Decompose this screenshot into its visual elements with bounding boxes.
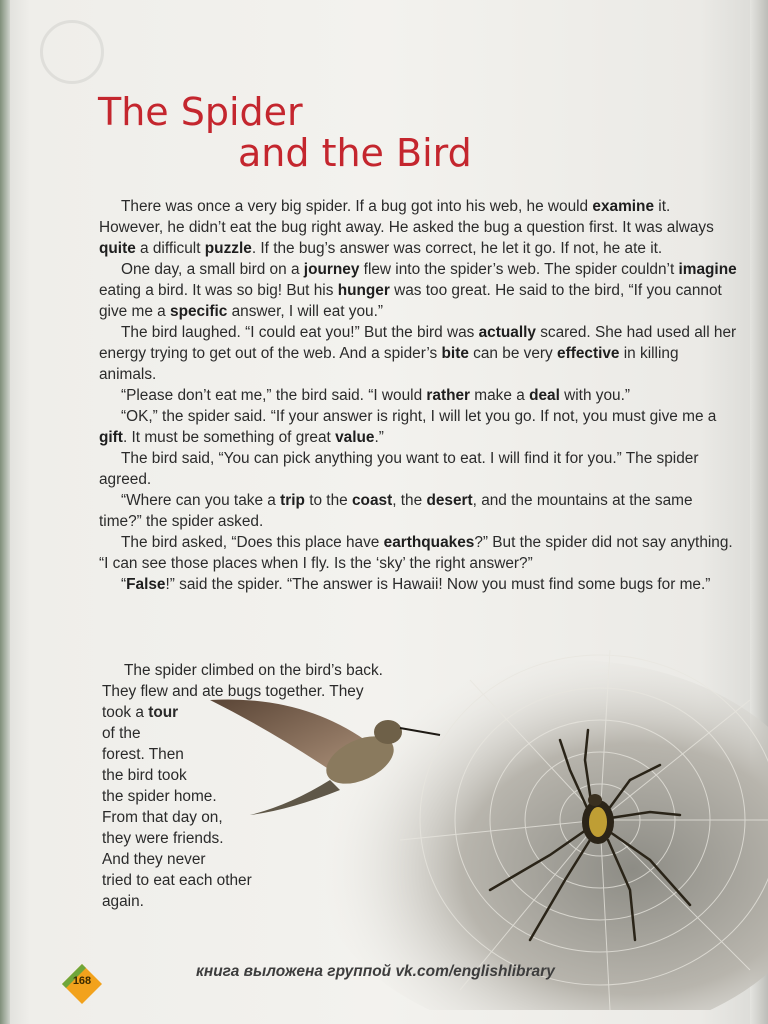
story-text: it. However, he didn’t eat the bug right away. He asked the bug a question first. It was always xyxy=(99,198,714,236)
story-paragraph xyxy=(99,322,737,385)
bleed-through-mark xyxy=(40,20,104,84)
story-text: The bird laughed. “I could eat you!” But the bird was xyxy=(121,324,479,341)
story-paragraph xyxy=(99,406,737,448)
page-number: 168 xyxy=(72,975,92,987)
title-line-1: The Spider xyxy=(98,90,303,134)
vocab-word: rather xyxy=(426,387,471,404)
vocab-word: trip xyxy=(280,492,305,509)
story-text: to the xyxy=(304,492,352,509)
vocab-word: puzzle xyxy=(204,240,252,257)
ending-line: the spider home. xyxy=(102,788,217,805)
story-text: eating a bird. It was so big! But his xyxy=(99,282,338,299)
story-text: in killing animals. xyxy=(99,345,679,383)
story-text: One day, a small bird on a xyxy=(121,261,304,278)
ending-line: The spider climbed on the bird’s back. xyxy=(124,662,383,679)
story-text: “ xyxy=(121,576,127,593)
story-text: , the xyxy=(392,492,427,509)
ending-line: And they never xyxy=(102,851,206,868)
story-text: , and the mountains at the same time?” the spider asked. xyxy=(99,492,693,530)
spider-bird-photo xyxy=(190,640,768,1010)
ending-line: From that day on, xyxy=(102,809,223,826)
vocab-word: quite xyxy=(99,240,136,257)
vocab-word: False xyxy=(126,576,166,593)
vocab-word: journey xyxy=(303,261,360,278)
story-text: The bird said, “You can pick anything you want to eat. I will find it for you.” The spider agreed. xyxy=(99,450,699,488)
ending-text: took a xyxy=(102,704,149,721)
vocab-word: value xyxy=(335,429,375,446)
story-paragraph xyxy=(99,532,737,574)
story-text: “Where can you take a xyxy=(121,492,281,509)
ending-line: they were friends. xyxy=(102,830,224,847)
vocab-word: coast xyxy=(351,492,393,509)
story-paragraph xyxy=(99,490,737,532)
vocab-word: examine xyxy=(592,198,655,215)
story-text: answer, I will eat you.” xyxy=(227,303,384,320)
ending-line: the bird took xyxy=(102,767,187,784)
story-paragraph xyxy=(99,196,737,259)
vocab-word: hunger xyxy=(337,282,390,299)
story-text: . It must be something of great xyxy=(122,429,336,446)
story-text: make a xyxy=(470,387,530,404)
vocab-word: imagine xyxy=(678,261,737,278)
story-text: !” said the spider. “The answer is Hawaii! Now you must find some bugs for me.” xyxy=(165,576,711,593)
vocab-word: specific xyxy=(170,303,228,320)
story-paragraph xyxy=(99,448,737,490)
story-paragraph xyxy=(99,259,737,322)
vocab-word: desert xyxy=(426,492,473,509)
story-text: with you.” xyxy=(559,387,630,404)
story-body xyxy=(99,196,737,595)
vocab-word: deal xyxy=(529,387,560,404)
vocab-word: tour xyxy=(148,704,179,721)
title-line-2: and the Bird xyxy=(238,131,472,176)
story-text: can be very xyxy=(468,345,558,362)
story-text: flew into the spider’s web. The spider couldn’t xyxy=(359,261,679,278)
story-text: was too great. He said to the bird, “If you cannot give me a xyxy=(99,282,722,320)
vocab-word: bite xyxy=(441,345,469,362)
ending-line: forest. Then xyxy=(102,746,184,763)
story-text: “Please don’t eat me,” the bird said. “I would xyxy=(121,387,427,404)
ending-line: tried to eat each other xyxy=(102,872,252,889)
ending-line: of the xyxy=(102,725,141,742)
ending-line: They flew and ate bugs together. They xyxy=(102,683,364,700)
story-text: The bird asked, “Does this place have xyxy=(121,534,384,551)
story-title xyxy=(98,92,472,174)
story-paragraph xyxy=(99,385,737,406)
story-text: . If the bug’s answer was correct, he let it go. If not, he ate it. xyxy=(251,240,663,257)
story-text: a difficult xyxy=(135,240,205,257)
story-text: “OK,” the spider said. “If your answer is right, I will let you go. If not, you must give me a xyxy=(121,408,717,425)
story-text: There was once a very big spider. If a bug got into his web, he would xyxy=(121,198,593,215)
ending-line: again. xyxy=(102,893,144,910)
watermark-text: книга выложена группой vk.com/englishlibrary xyxy=(196,963,555,980)
vocab-word: actually xyxy=(478,324,536,341)
page-gutter-shadow xyxy=(0,0,10,1024)
story-text: ?” But the spider did not say anything. “I can see those places when I fly. Is the ‘sky’ the right answer?” xyxy=(99,534,733,572)
vocab-word: effective xyxy=(557,345,620,362)
story-text: .” xyxy=(374,429,384,446)
story-text: scared. She had used all her energy trying to get out of the web. And a spider’s xyxy=(99,324,737,362)
vocab-word: gift xyxy=(99,429,123,446)
vocab-word: earthquakes xyxy=(383,534,475,551)
story-paragraph xyxy=(99,574,737,595)
